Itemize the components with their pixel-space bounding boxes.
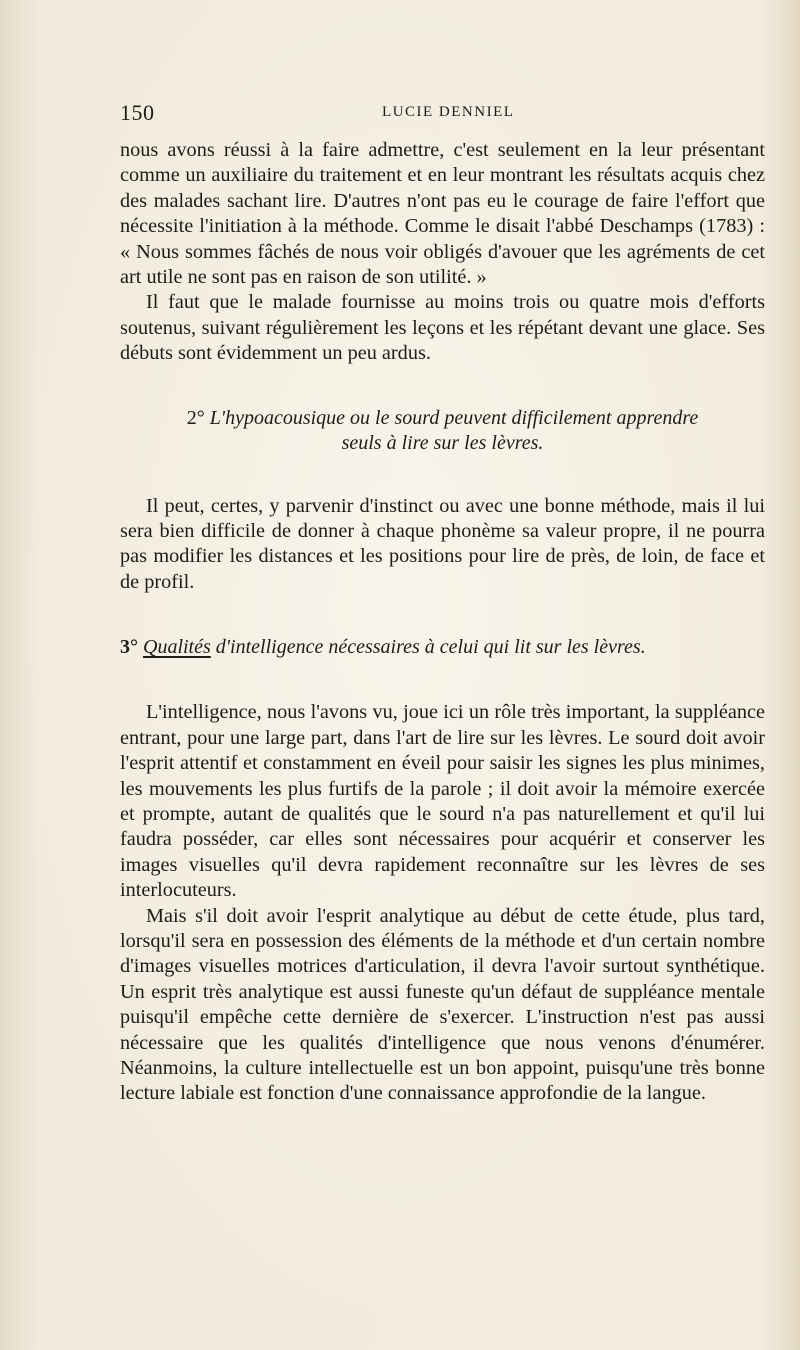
paragraph-2: Il faut que le malade fournisse au moins trois ou quatre mois d'efforts soutenus, suivant régulièrement les leçons et les répétant devant une glace. Ses débuts sont évidemment un peu ardus. — [120, 291, 765, 365]
section-heading-2-text-2: seuls à lire sur les lèvres. — [341, 431, 544, 454]
section-heading-2-text-1: L'hypoacousique ou le sourd peuvent difficilement apprendre — [209, 406, 699, 429]
section-heading-2 — [120, 406, 765, 456]
running-head: LUCIE DENNIEL — [382, 104, 515, 120]
section-heading-2-number: 2° — [186, 406, 205, 429]
section-heading-3 — [120, 635, 765, 660]
paragraph-3: Il peut, certes, y parvenir d'instinct ou avec une bonne méthode, mais il lui sera bien difficile de donner à chaque phonème sa valeur propre, il ne pourra pas modifier les distances et les positions pour lire de près, de loin, de face et de profil. — [120, 494, 765, 593]
text-block — [120, 138, 765, 1107]
section-heading-3-text: d'intelligence nécessaires à celui qui lit sur les lèvres. — [215, 636, 646, 659]
section-heading-3-number: 3° — [120, 636, 138, 659]
page-header — [120, 100, 760, 130]
paragraph-4: L'intelligence, nous l'avons vu, joue ici un rôle très important, la suppléance entrant, pour une large part, dans l'art de lire sur les lèvres. Le sourd doit avoir l'esprit attentif et constamment en éveil pour saisir les signes les plus minimes, les mouvements les plus furtifs de la parole ; il doit avoir la mémoire exercée et prompte, autant de qualités que le sourd n'a pas naturellement et qu'il lui faudra posséder, car elles sont nécessaires pour acquérir et conserver les images visuelles qu'il devra rapidement reconnaître sur les lèvres de ses interlocuteurs. — [120, 701, 765, 902]
section-heading-3-underlined-word: Qualités — [143, 636, 211, 659]
section-heading-2-line-1 — [120, 406, 765, 431]
paragraph-5: Mais s'il doit avoir l'esprit analytique au début de cette étude, plus tard, lorsqu'il sera en possession des éléments de la méthode et d'un certain nombre d'images visuelles motrices d'articulation, il devra l'avoir surtout synthétique. Un esprit très analytique est aussi funeste qu'un défaut de suppléance mentale puisqu'il empêche cette dernière de s'exercer. L'instruction n'est pas aussi nécessaire que les qualités d'intelligence que nous venons d'énumérer. Néanmoins, la culture intellectuelle est un bon appoint, puisqu'une très bonne lecture labiale est fonction d'une connaissance approfondie de la langue. — [120, 904, 765, 1105]
page-number: 150 — [120, 100, 155, 125]
paragraph-1: nous avons réussi à la faire admettre, c'est seulement en la leur présentant comme un auxiliaire du traitement et en leur montrant les résultats acquis chez des malades sachant lire. D'autres n'ont pas eu le courage de faire l'effort que nécessite l'initiation à la méthode. Comme le disait l'abbé Deschamps (1783) : « Nous sommes fâchés de nous voir obligés d'avouer que les agréments de cet art utile ne sont pas en raison de son utilité. » — [120, 139, 765, 289]
